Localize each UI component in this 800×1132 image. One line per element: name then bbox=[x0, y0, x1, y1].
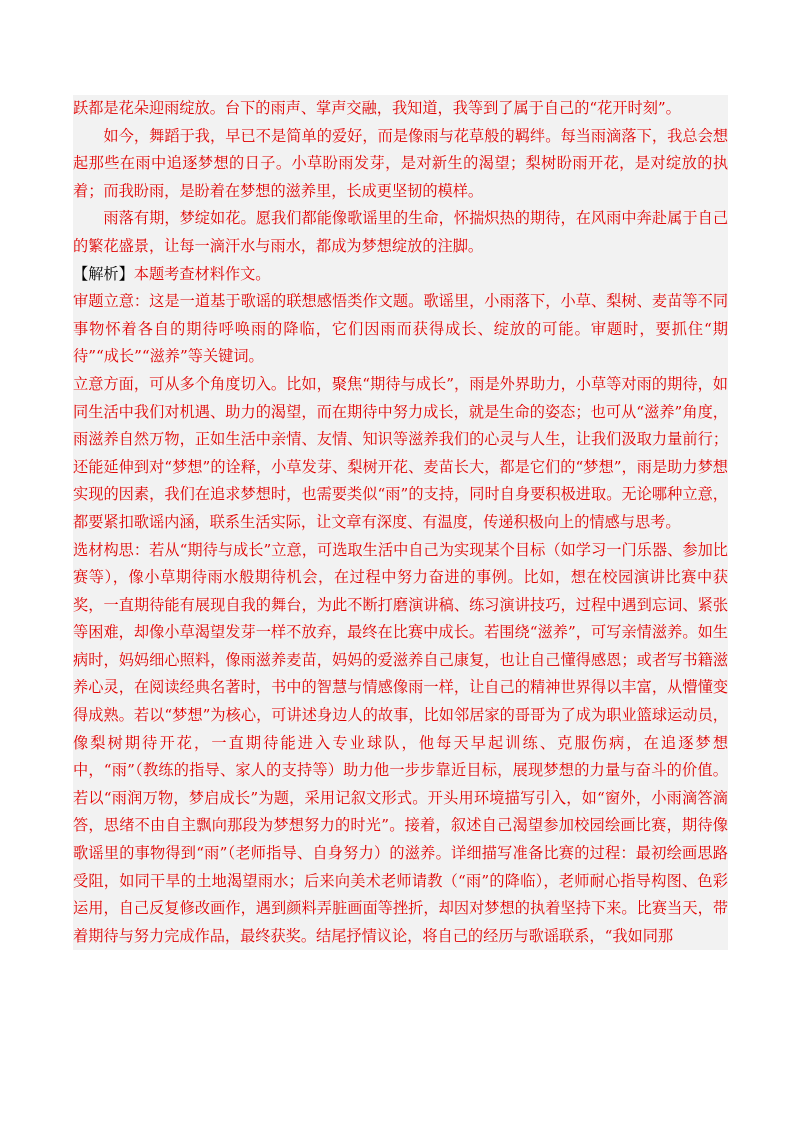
analysis-angles: 立意方面，可从多个角度切入。比如，聚焦“期待与成长”，雨是外界助力，小草等对雨的期待，如同生活中我们对机遇、助力的渴望，而在期待中努力成长，就是生命的姿态；也可从“滋养”角度，雨滋养自然万物，正如生活中亲情、友情、知识等滋养我们的心灵与人生，让我们汲取力量前行；还能延伸到对“梦想”的诠释，小草发芽、梨树开花、麦苗长大，都是它们的“梦想”，雨是助力梦想实现的因素，我们在追求梦想时，也需要类似“雨”的支持，同时自身要积极进取。无论哪种立意，都要紧扣歌谣内涵，联系生活实际，让文章有深度、有温度，传递积极向上的情感与思考。 bbox=[73, 374, 728, 531]
analysis-theme: 审题立意：这是一道基于歌谣的联想感悟类作文题。歌谣里，小雨落下，小草、梨树、麦苗等不同事物怀着各自的期待呼唤雨的降临，它们因雨而获得成长、绽放的可能。审题时，要抓住“期待”“成长”“滋养”等关键词。 bbox=[73, 292, 728, 366]
essay-paragraph-3: 雨落有期，梦绽如花。愿我们都能像歌谣里的生命，怀揣炽热的期待，在风雨中奔赴属于自己的繁花盛景，让每一滴汗水与雨水，都成为梦想绽放的注脚。 bbox=[73, 209, 728, 255]
analysis-intro: 本题考查材料作文。 bbox=[133, 264, 271, 283]
bracket-close: 】 bbox=[118, 264, 134, 283]
analysis-material: 选材构思：若从“期待与成长”立意，可选取生活中自己为实现某个目标（如学习一门乐器、参加比赛等），像小草期待雨水般期待机会，在过程中努力奋进的事例。比如，想在校园演讲比赛中获奖，一直期待能有展现自我的舞台，为此不断打磨演讲稿、练习演讲技巧，过程中遇到忘词、紧张等困难，却像小草渴望发芽一样不放弃，最终在比赛中成长。若围绕“滋养”，可写亲情滋养。如生病时，妈妈细心照料，像雨滋养麦苗，妈妈的爱滋养自己康复，也让自己懂得感恩；或者写书籍滋养心灵，在阅读经典名著时，书中的智慧与情感像雨一样，让自己的精神世界得以丰富，从懵懂变得成熟。若以“梦想”为核心，可讲述身边人的故事，比如邻居家的哥哥为了成为职业篮球运动员，像梨树期待开花，一直期待能进入专业球队，他每天早起训练、克服伤病，在追逐梦想中，“雨”（教练的指导、家人的支持等）助力他一步步靠近目标，展现梦想的力量与奋斗的价值。若以“雨润万物，梦启成长”为题，采用记叙文形式。开头用环境描写引入，如“窗外，小雨滴答滴答，思绪不由自主飘向那段为梦想努力的时光”。接着，叙述自己渴望参加校园绘画比赛，期待像歌谣里的事物得到“雨”（老师指导、自身努力）的滋养。详细描写准备比赛的过程：最初绘画思路受阻，如同干旱的土地渴望雨水；后来向美术老师请教（“雨”的降临），老师耐心指导构图、色彩运用，自己反复修改画作，遇到颜料弄脏画面等挫折，却因对梦想的执着坚持下来。比赛当天，带着期待与努力完成作品，最终获奖。结尾抒情议论，将自己的经历与歌谣联系，“我如同那 bbox=[73, 540, 728, 945]
bracket-open: 【 bbox=[73, 264, 89, 283]
essay-paragraph-2: 如今，舞蹈于我，早已不是简单的爱好，而是像雨与花草般的羁绊。每当雨滴落下，我总会想起那些在雨中追逐梦想的日子。小草盼雨发芽，是对新生的渴望；梨树盼雨开花，是对绽放的执着；而我盼雨，是盼着在梦想的滋养里，长成更坚韧的模样。 bbox=[73, 126, 728, 200]
essay-paragraph-1: 跃都是花朵迎雨绽放。台下的雨声、掌声交融，我知道，我等到了属于自己的“花开时刻”。 bbox=[73, 99, 681, 117]
analysis-heading bbox=[73, 261, 728, 289]
text-body bbox=[73, 95, 728, 950]
analysis-label: 解析 bbox=[88, 264, 119, 283]
